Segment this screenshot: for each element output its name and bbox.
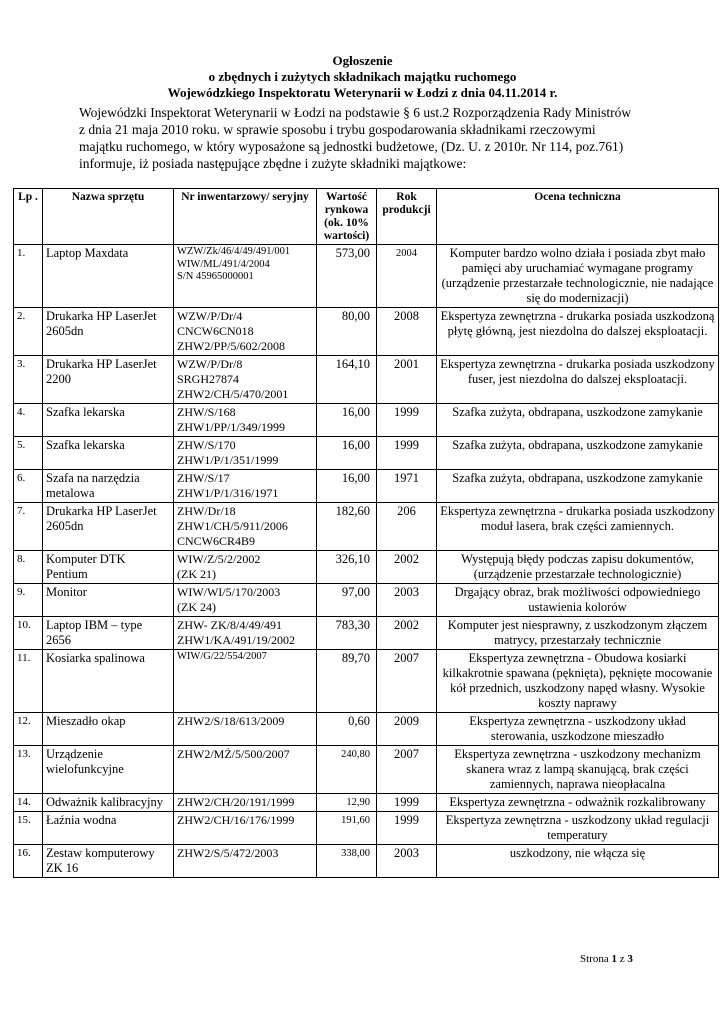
cell-value: 783,30	[317, 617, 377, 650]
footer-sep: z	[619, 953, 625, 965]
header-rating: Ocena techniczna	[437, 189, 719, 245]
cell-inventory: ZHW/Dr/18 ZHW1/CH/5/911/2006 CNCW6CR4B9	[174, 503, 317, 551]
table-row	[14, 812, 719, 845]
cell-name: Urządzenie wielofunkcyjne	[43, 746, 174, 794]
cell-year: 2009	[377, 713, 437, 746]
cell-inventory: WIW/WI/5/170/2003 (ZK 24)	[174, 584, 317, 617]
cell-year: 1999	[377, 404, 437, 437]
cell-inventory: ZHW2/CH/20/191/1999	[174, 794, 317, 812]
cell-name: Komputer DTK Pentium	[43, 551, 174, 584]
announcement-subtitle: o zbędnych i zużytych składnikach majątku ruchomego	[208, 69, 517, 84]
cell-lp: 10.	[14, 617, 43, 650]
cell-value: 182,60	[317, 503, 377, 551]
cell-inventory: WZW/P/Dr/8 SRGH27874 ZHW2/CH/5/470/2001	[174, 356, 317, 404]
cell-inventory: ZHW2/MŻ/5/500/2007	[174, 746, 317, 794]
cell-rating: Ekspertyza zewnętrzna - uszkodzony układ regulacji temperatury	[437, 812, 719, 845]
cell-year: 2008	[377, 308, 437, 356]
cell-year: 2003	[377, 845, 437, 878]
table-row	[14, 845, 719, 878]
cell-lp: 2.	[14, 308, 43, 356]
table-row	[14, 794, 719, 812]
header-value: Wartość rynkowa (ok. 10% wartości)	[317, 189, 377, 245]
cell-value: 164,10	[317, 356, 377, 404]
cell-inventory: ZHW2/S/5/472/2003	[174, 845, 317, 878]
cell-inventory: ZHW/S/17 ZHW1/P/1/316/1971	[174, 470, 317, 503]
table-row	[14, 713, 719, 746]
table-row	[14, 650, 719, 713]
cell-name: Monitor	[43, 584, 174, 617]
cell-value: 16,00	[317, 437, 377, 470]
table-row	[14, 470, 719, 503]
assets-table	[13, 188, 719, 878]
cell-lp: 7.	[14, 503, 43, 551]
cell-value: 0,60	[317, 713, 377, 746]
cell-lp: 9.	[14, 584, 43, 617]
cell-value: 16,00	[317, 470, 377, 503]
cell-value: 12,90	[317, 794, 377, 812]
cell-name: Laptop IBM – type 2656	[43, 617, 174, 650]
cell-value: 240,80	[317, 746, 377, 794]
cell-value: 16,00	[317, 404, 377, 437]
cell-year: 2007	[377, 650, 437, 713]
cell-year: 2002	[377, 617, 437, 650]
cell-value: 338,00	[317, 845, 377, 878]
cell-inventory: WZW/P/Dr/4 CNCW6CN018 ZHW2/PP/5/602/2008	[174, 308, 317, 356]
cell-value: 80,00	[317, 308, 377, 356]
table-row	[14, 404, 719, 437]
cell-rating: uszkodzony, nie włącza się	[437, 845, 719, 878]
cell-inventory: ZHW/S/170 ZHW1/P/1/351/1999	[174, 437, 317, 470]
cell-rating: Ekspertyza zewnętrzna - drukarka posiada uszkodzoną płytę główną, jest niezdolna do dalszej eksploatacji.	[437, 308, 719, 356]
cell-rating: Ekspertyza zewnętrzna - odważnik rozkalibrowany	[437, 794, 719, 812]
cell-rating: Drgający obraz, brak możliwości odpowiedniego ustawienia kolorów	[437, 584, 719, 617]
cell-name: Zestaw komputerowy ZK 16	[43, 845, 174, 878]
intro-paragraph: Wojewódzki Inspektorat Weterynarii w Łodzi na podstawie § 6 ust.2 Rozporządzenia Rady Ministrów z dnia 21 maja 2010 roku. w sprawie sposobu i trybu gospodarowania składnikami rzeczowymi majątku ruchomego, w który wyposażone są jednostki budżetowe, (Dz. U. z 2010r. Nr 114, poz.761) informuje, iż posiada następujące zbędne i zużyte składniki majątkowe:	[79, 105, 632, 171]
cell-rating: Ekspertyza zewnętrzna - drukarka posiada uszkodzony fuser, jest niezdolna do dalszej eksploatacji.	[437, 356, 719, 404]
announcement-header	[0, 53, 725, 101]
table-row	[14, 746, 719, 794]
cell-year: 1971	[377, 470, 437, 503]
cell-name: Drukarka HP LaserJet 2200	[43, 356, 174, 404]
cell-name: Łaźnia wodna	[43, 812, 174, 845]
cell-rating: Komputer jest niesprawny, z uszkodzonym złączem matrycy, przestarzały technicznie	[437, 617, 719, 650]
header-lp: Lp .	[14, 189, 43, 245]
cell-lp: 14.	[14, 794, 43, 812]
cell-name: Laptop Maxdata	[43, 245, 174, 308]
cell-year: 2001	[377, 356, 437, 404]
cell-value: 573,00	[317, 245, 377, 308]
cell-lp: 8.	[14, 551, 43, 584]
page-footer	[580, 953, 633, 965]
cell-name: Drukarka HP LaserJet 2605dn	[43, 503, 174, 551]
cell-rating: Szafka zużyta, obdrapana, uszkodzone zamykanie	[437, 470, 719, 503]
cell-value: 191,60	[317, 812, 377, 845]
cell-name: Kosiarka spalinowa	[43, 650, 174, 713]
cell-value: 89,70	[317, 650, 377, 713]
header-year: Rok produkcji	[377, 189, 437, 245]
cell-lp: 4.	[14, 404, 43, 437]
cell-year: 2007	[377, 746, 437, 794]
table-header-row	[14, 189, 719, 245]
cell-rating: Ekspertyza zewnętrzna - drukarka posiada uszkodzony moduł lasera, brak części zamiennych.	[437, 503, 719, 551]
header-name: Nazwa sprzętu	[43, 189, 174, 245]
table-row	[14, 245, 719, 308]
cell-year: 1999	[377, 794, 437, 812]
cell-year: 2002	[377, 551, 437, 584]
cell-rating: Ekspertyza zewnętrzna - Obudowa kosiarki kilkakrotnie spawana (pęknięta), pęknięte mocowanie kół przednich, uszkodzony napęd własny. Wysokie koszty naprawy	[437, 650, 719, 713]
cell-inventory: ZHW- ZK/8/4/49/491 ZHW1/KA/491/19/2002	[174, 617, 317, 650]
cell-inventory: ZHW/S/168 ZHW1/PP/1/349/1999	[174, 404, 317, 437]
footer-label: Strona	[580, 953, 609, 965]
table-row	[14, 617, 719, 650]
cell-lp: 3.	[14, 356, 43, 404]
table-row	[14, 503, 719, 551]
header-inventory: Nr inwentarzowy/ seryjny	[174, 189, 317, 245]
cell-rating: Szafka zużyta, obdrapana, uszkodzone zamykanie	[437, 404, 719, 437]
cell-lp: 15.	[14, 812, 43, 845]
cell-rating: Szafka zużyta, obdrapana, uszkodzone zamykanie	[437, 437, 719, 470]
cell-value: 326,10	[317, 551, 377, 584]
table-row	[14, 584, 719, 617]
footer-page: 1	[611, 953, 617, 965]
table-row	[14, 308, 719, 356]
cell-lp: 13.	[14, 746, 43, 794]
cell-year: 206	[377, 503, 437, 551]
cell-lp: 1.	[14, 245, 43, 308]
cell-lp: 5.	[14, 437, 43, 470]
cell-year: 1999	[377, 437, 437, 470]
announcement-title: Ogłoszenie	[332, 53, 393, 68]
footer-total: 3	[627, 953, 633, 965]
cell-name: Odważnik kalibracyjny	[43, 794, 174, 812]
table-row	[14, 437, 719, 470]
cell-inventory: WIW/Z/5/2/2002 (ZK 21)	[174, 551, 317, 584]
cell-year: 1999	[377, 812, 437, 845]
cell-name: Szafka lekarska	[43, 404, 174, 437]
table-row	[14, 356, 719, 404]
cell-lp: 11.	[14, 650, 43, 713]
table-row	[14, 551, 719, 584]
cell-value: 97,00	[317, 584, 377, 617]
cell-year: 2004	[377, 245, 437, 308]
announcement-issuer: Wojewódzkiego Inspektoratu Weterynarii w Łodzi z dnia 04.11.2014 r.	[167, 85, 558, 100]
cell-name: Mieszadło okap	[43, 713, 174, 746]
cell-rating: Ekspertyza zewnętrzna - uszkodzony układ sterowania, uszkodzone mieszadło	[437, 713, 719, 746]
cell-inventory: ZHW2/S/18/613/2009	[174, 713, 317, 746]
cell-lp: 12.	[14, 713, 43, 746]
cell-lp: 6.	[14, 470, 43, 503]
cell-year: 2003	[377, 584, 437, 617]
cell-rating: Występują błędy podczas zapisu dokumentów, (urządzenie przestarzałe technologicznie)	[437, 551, 719, 584]
cell-rating: Ekspertyza zewnętrzna - uszkodzony mechanizm skanera wraz z lampą skanującą, brak części zamiennych, naprawa nieopłacalna	[437, 746, 719, 794]
cell-inventory: ZHW2/CH/16/176/1999	[174, 812, 317, 845]
cell-inventory: WIW/G/22/554/2007	[174, 650, 317, 713]
cell-rating: Komputer bardzo wolno działa i posiada zbyt mało pamięci aby uruchamiać wymagane programy (urządzenie przestarzałe technologicznie, nie nadające się do modernizacji)	[437, 245, 719, 308]
cell-inventory: WZW/Zk/46/4/49/491/001 WIW/ML/491/4/2004 S/N 45965000001	[174, 245, 317, 308]
cell-lp: 16.	[14, 845, 43, 878]
cell-name: Szafa na narzędzia metalowa	[43, 470, 174, 503]
cell-name: Drukarka HP LaserJet 2605dn	[43, 308, 174, 356]
cell-name: Szafka lekarska	[43, 437, 174, 470]
